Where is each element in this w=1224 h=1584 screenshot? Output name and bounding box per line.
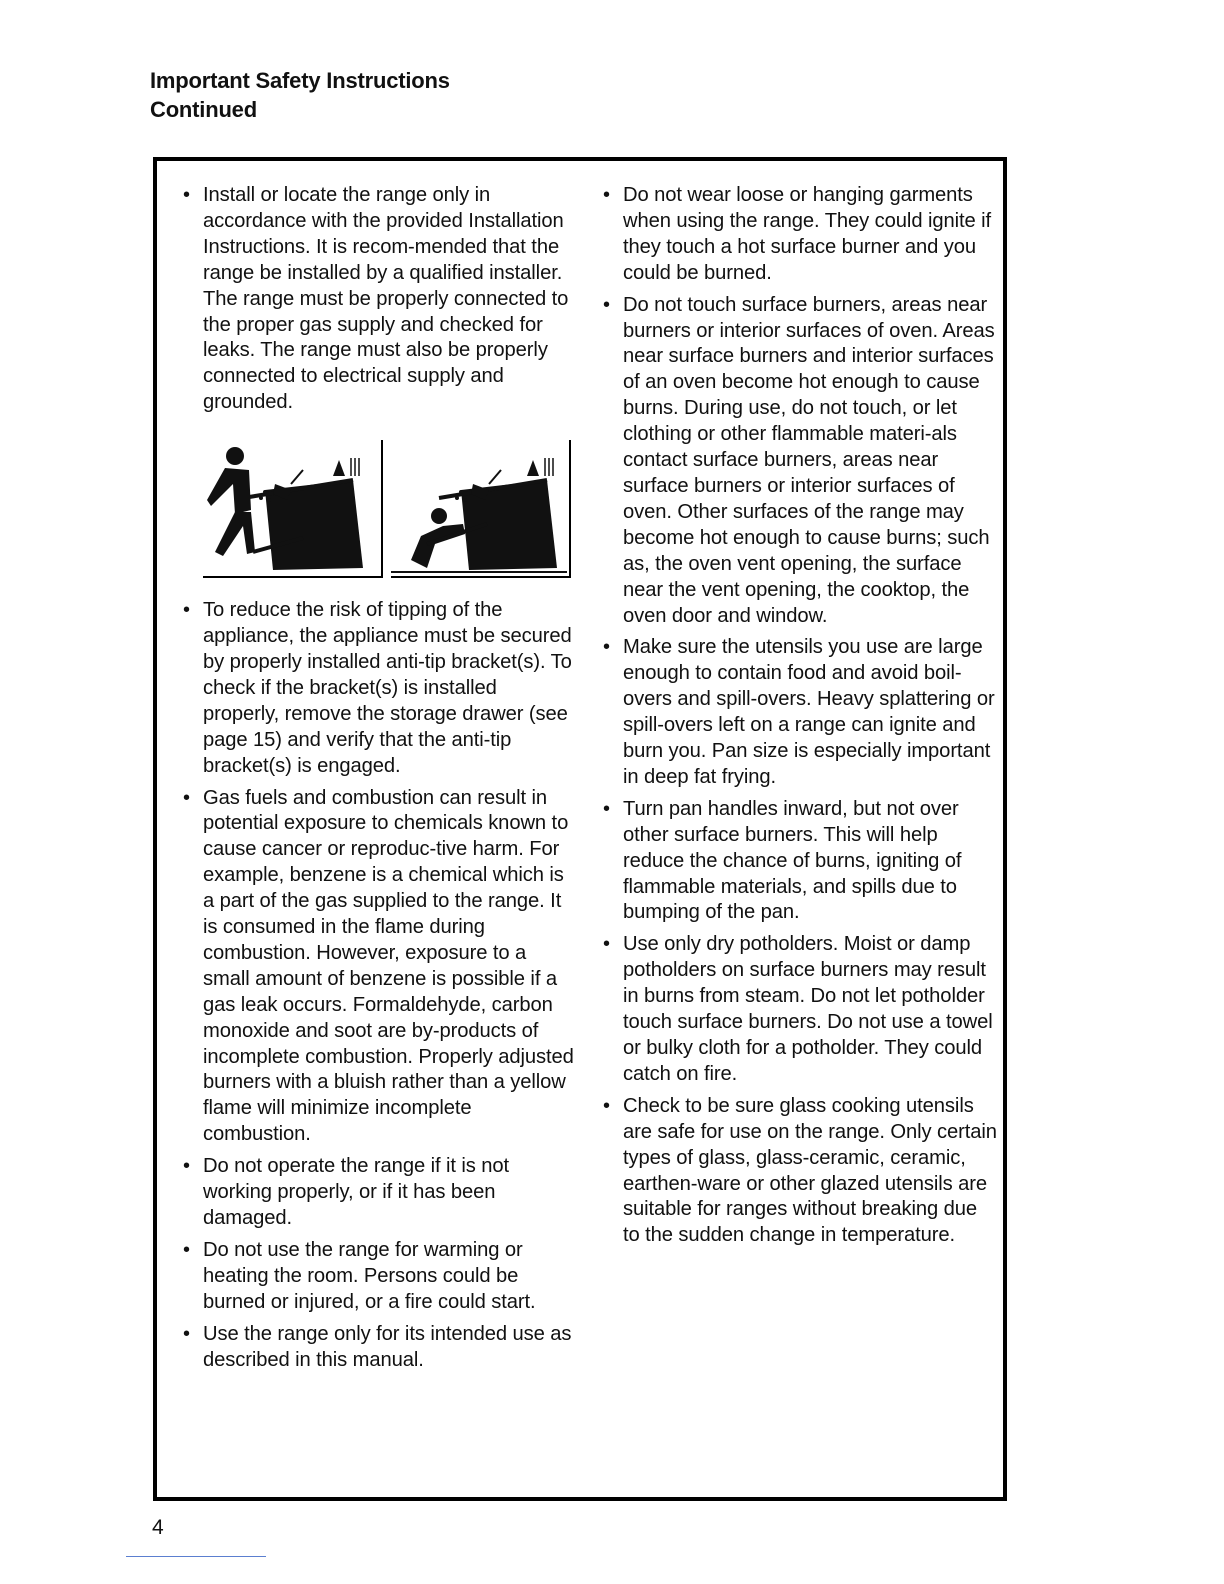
list-item: • Check to be sure glass cooking utensils are safe for use on the range. Only certain types of glass, glass-ceramic, ceramic, earthen-ware or other glazed utensils are suitable for ranges without breaking due to the sudden change in temperature. — [603, 1094, 997, 1247]
bullet-icon: • — [183, 599, 190, 622]
list-item: • Gas fuels and combustion can result in potential exposure to chemicals known to cause cancer or reproduc-tive harm. For example, benzene is a chemical which is a part of the gas supplied to the range. It is consumed in the flame during combustion. However, exposure to a small amount of benzene is possible if a gas leak occurs. Formaldehyde, carbon monoxide and soot are by-products of incomplete combustion. Properly adjusted burners with a bluish rather than a yellow flame will minimize incomplete combustion. — [183, 786, 574, 1146]
bullet-icon: • — [183, 1238, 190, 1261]
tipping-range-standing-person-icon — [203, 440, 383, 578]
bullet-icon: • — [183, 786, 190, 809]
bullet-list-top — [179, 183, 577, 416]
bullet-icon: • — [183, 1155, 190, 1178]
right-column — [599, 183, 999, 1255]
list-item: • Turn pan handles inward, but not over other surface burners. This will help reduce the chance of burns, igniting of flammable materials, and spills due to bumping of the pan. — [603, 797, 962, 924]
list-item: • Do not use the range for warming or heating the room. Persons could be burned or injured, or a fire could start. — [183, 1238, 536, 1313]
bullet-icon: • — [603, 293, 610, 316]
page-title: Important Safety Instructions — [150, 68, 450, 93]
left-column — [179, 183, 577, 1379]
bullet-list-right — [599, 183, 999, 1249]
list-item: • Make sure the utensils you use are large enough to contain food and avoid boil-overs and spill-overs. Heavy splattering or spill-overs left on a range can ignite and burn you. Pan size is especially important in deep fat frying. — [603, 636, 995, 788]
bullet-icon: • — [603, 797, 610, 820]
safety-instructions-box — [153, 157, 1007, 1501]
list-item: • Install or locate the range only in accordance with the provided Installation Instructions. It is recom-mended that the range be installed by a qualified installer. The range must be properly connected to the proper gas supply and checked for leaks. The range must also be properly connected to electrical supply and grounded. — [183, 184, 569, 414]
list-item: • Use only dry potholders. Moist or damp potholders on surface burners may result in burns from steam. Do not let potholder touch surface burners. Do not use a towel or bulky cloth for a potholder. They could catch on fire. — [603, 933, 993, 1085]
bullet-list-bottom — [179, 598, 577, 1373]
bullet-icon: • — [603, 1094, 610, 1117]
list-item: • To reduce the risk of tipping of the appliance, the appliance must be secured by properly installed anti-tip bracket(s). To check if the bracket(s) is installed properly, remove the storage drawer (see page 15) and verify that the anti-tip bracket(s) is engaged. — [183, 599, 572, 777]
bullet-icon: • — [183, 1322, 190, 1345]
page-heading — [150, 66, 450, 124]
tipping-range-fallen-person-icon — [391, 440, 571, 578]
anti-tip-illustration — [203, 442, 577, 578]
bullet-icon: • — [183, 184, 190, 206]
footer-divider — [126, 1556, 266, 1557]
list-item: • Do not touch surface burners, areas near burners or interior surfaces of oven. Areas near surface burners and interior surfaces of an oven become hot enough to cause burns. During use, do not touch, or let clothing or other flammable materi-als contact surface burners, areas near surface burners or interior surfaces of oven. Other surfaces of the range may become hot enough to cause burns; such as, the oven vent opening, the surface near the vent opening, the cooktop, the oven door and window. — [603, 293, 995, 627]
bullet-icon: • — [603, 636, 610, 659]
list-item: • Do not operate the range if it is not working properly, or if it has been damaged. — [183, 1155, 510, 1229]
bullet-icon: • — [603, 184, 610, 206]
list-item: • Use the range only for its intended use as described in this manual. — [183, 1322, 572, 1371]
page-number: 4 — [152, 1516, 164, 1539]
list-item: • Do not wear loose or hanging garments when using the range. They could ignite if they touch a hot surface burner and you could be burned. — [603, 184, 992, 284]
page-subtitle: Continued — [150, 97, 257, 122]
bullet-icon: • — [603, 933, 610, 956]
